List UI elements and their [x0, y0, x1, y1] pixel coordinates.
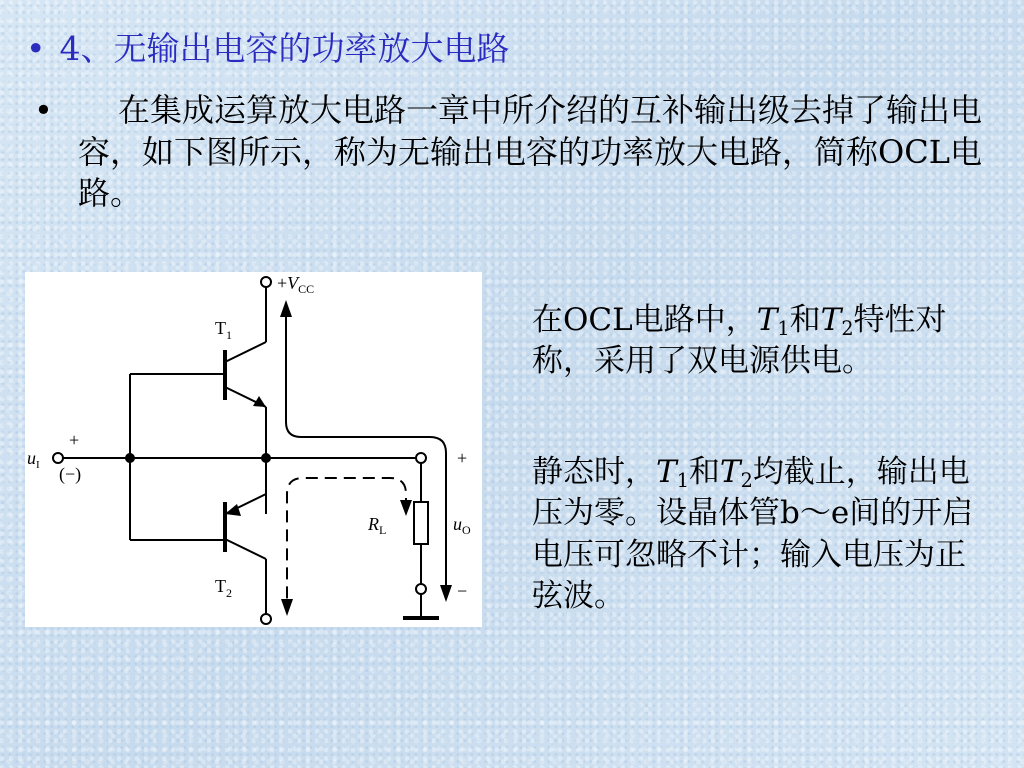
t2-label: $T_2$ — [215, 576, 232, 600]
vcc-label: $+V_{CC}$ — [277, 273, 315, 296]
note-static — [532, 452, 992, 617]
junction-node-right — [261, 453, 271, 463]
t2-emitter-arrow — [225, 504, 241, 516]
title-bullet: • — [26, 29, 46, 68]
note1-t2: T — [820, 302, 842, 338]
note1-t1-sub: 1 — [777, 316, 790, 340]
output-plus-label: + — [457, 448, 468, 468]
note1-text-a: 在OCL电路中， — [532, 302, 757, 338]
vcc-terminal — [261, 277, 271, 287]
paragraph-text: 在集成运算放大电路一章中所介绍的互补输出级去掉了输出电容，如下图所示，称为无输出电容的功率放大电路，简称OCL电路。 — [78, 91, 983, 213]
t1-label: $T_1$ — [215, 318, 232, 342]
uo-label: $u_O$ — [453, 514, 471, 537]
note2-text-b: 均截止，输出电压为零。设晶体管b～e间的开启电压可忽略不计；输入电压为正弦波。 — [532, 454, 974, 614]
note1-t1: T — [756, 302, 778, 338]
note2-text-a: 静态时， — [532, 454, 656, 490]
circuit-wires — [53, 277, 446, 624]
current-arrow-start — [280, 300, 292, 317]
slide-title — [26, 28, 509, 69]
output-terminal-top — [416, 453, 426, 463]
note2-t2: T — [719, 454, 741, 490]
title-text: 4、无输出电容的功率放大电路 — [59, 29, 510, 68]
input-terminal — [53, 453, 63, 463]
load-resistor — [414, 502, 428, 544]
output-terminal-bottom — [416, 584, 426, 594]
vee-terminal — [261, 614, 271, 624]
current-path-t2 — [287, 478, 406, 607]
ui-label: $u_I$ — [27, 448, 40, 471]
note1-and: 和 — [789, 302, 821, 338]
note1-t2-sub: 2 — [841, 316, 854, 340]
note2-t2-sub: 2 — [740, 468, 753, 492]
note-symmetry — [532, 300, 992, 383]
note2-t1-sub: 1 — [676, 468, 689, 492]
circuit-svg — [25, 272, 482, 627]
paragraph-bullet: • — [34, 91, 53, 129]
note2-and: 和 — [688, 454, 720, 490]
current-arrow-down-right — [440, 585, 452, 602]
ocl-circuit-diagram — [25, 272, 482, 627]
output-minus-label: − — [457, 581, 468, 601]
input-plus-label: + — [69, 430, 80, 450]
input-minus-label: (−) — [59, 464, 82, 484]
rl-label: $R_L$ — [368, 514, 387, 537]
current-arrow-down-left — [281, 599, 293, 616]
current-arrow-rl — [400, 500, 412, 516]
junction-node-left — [125, 453, 135, 463]
note2-t1: T — [656, 454, 677, 490]
note1-text-b: 特性对称，采用了双电源供电。 — [532, 302, 947, 380]
